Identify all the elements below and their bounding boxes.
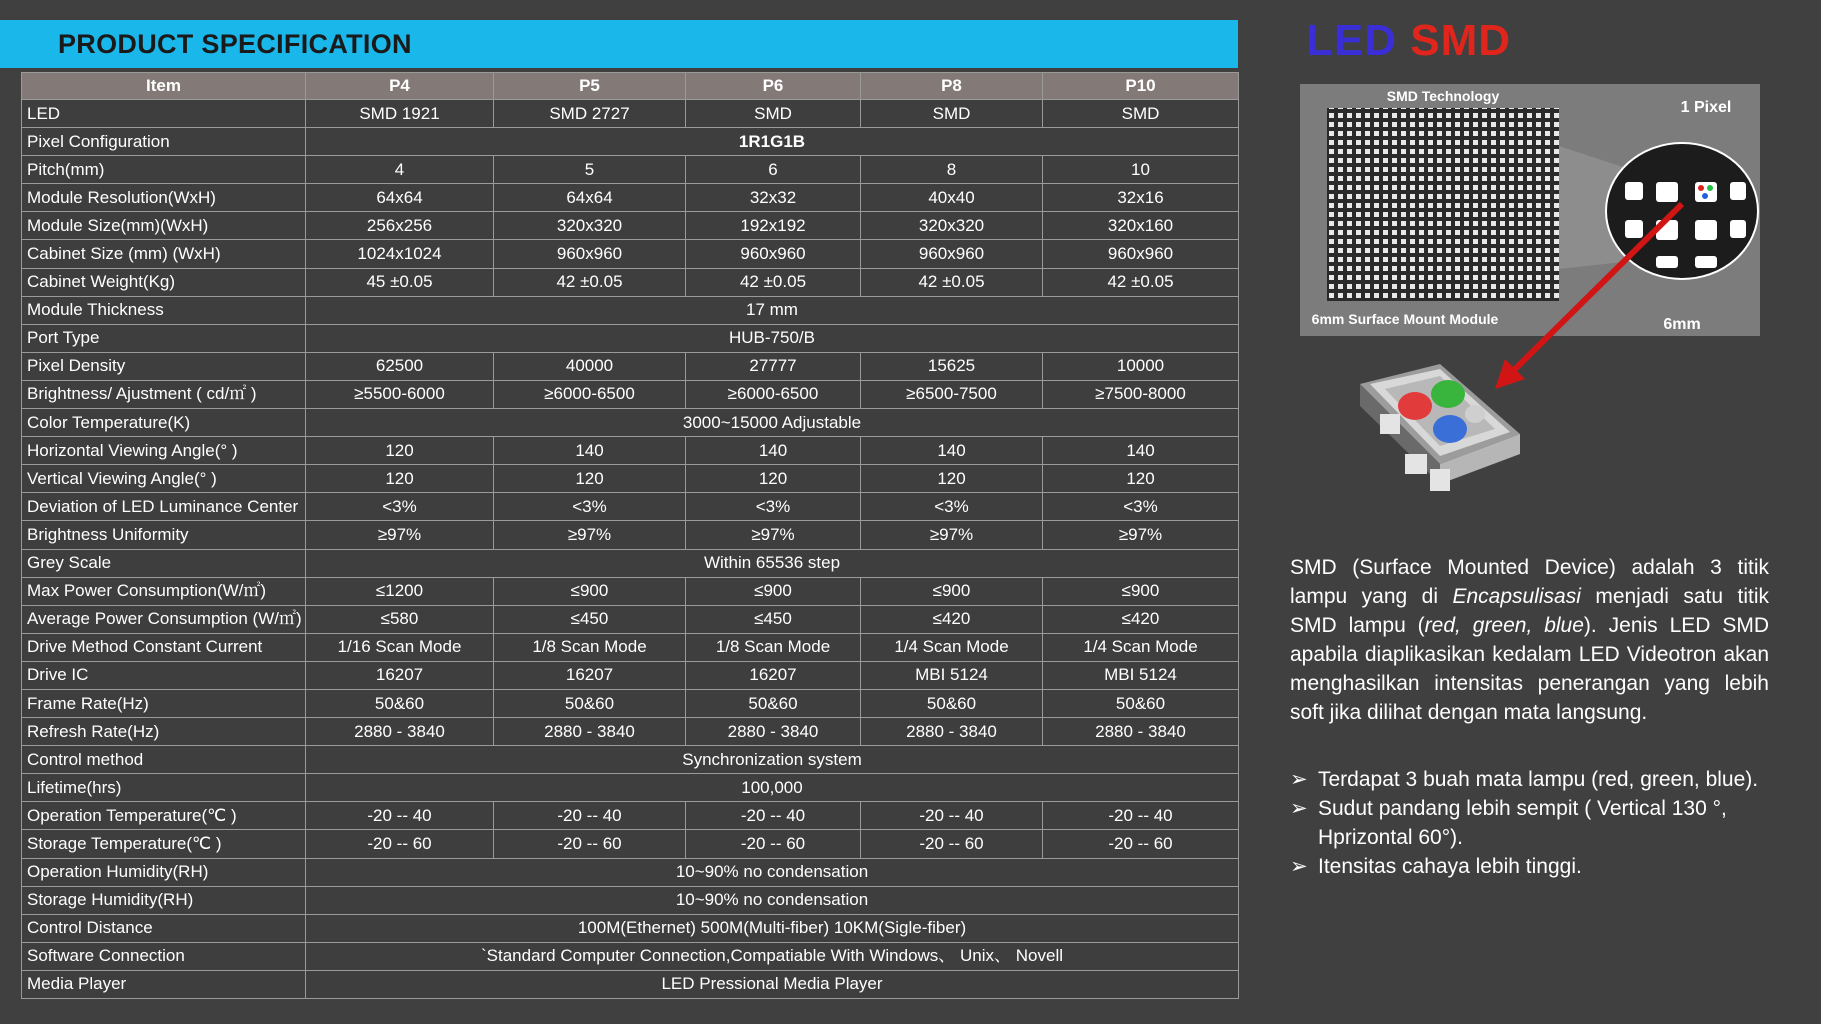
table-cell: -20 -- 60 [861,830,1043,858]
table-cell: 8 [861,156,1043,184]
table-cell: 192x192 [686,212,861,240]
table-row [22,100,1239,128]
table-cell: <3% [686,493,861,521]
table-row [22,633,1239,661]
row-label: Horizontal Viewing Angle(° ) [22,437,306,465]
table-row [22,296,1239,324]
table-cell: 3000~15000 Adjustable [306,409,1239,437]
row-label: Drive IC [22,661,306,689]
table-cell: 320x320 [494,212,686,240]
desc-part: ). Jenis LED SMD apabila diaplikasikan kedalam LED Videotron akan menghasilkan intensitas penerangan yang lebih soft jika dilihat dengan mata langsung. [1290,614,1770,724]
table-cell: SMD [686,100,861,128]
table-cell: 1R1G1B [306,128,1239,156]
table-row [22,830,1239,858]
table-cell: ≥6000-6500 [494,380,686,408]
table-row [22,409,1239,437]
row-label: Cabinet Weight(Kg) [22,268,306,296]
table-cell: 15625 [861,352,1043,380]
desc-part: SMD (Surface Mounted Device) adalah 3 titik lampu yang di [1290,556,1769,608]
label-one-pixel: 1 Pixel [1680,99,1732,116]
table-cell: 1/8 Scan Mode [494,633,686,661]
table-cell: <3% [494,493,686,521]
table-cell: <3% [1043,493,1239,521]
title-bar [0,20,1238,68]
table-cell: 120 [494,465,686,493]
table-cell: 5 [494,156,686,184]
table-cell: 10 [1043,156,1239,184]
row-label: Grey Scale [22,549,306,577]
table-cell: 45 ±0.05 [306,268,494,296]
table-cell: 16207 [686,661,861,689]
table-cell: ≤450 [494,605,686,633]
table-cell: 100M(Ethernet) 500M(Multi-fiber) 10KM(Sigle-fiber) [306,914,1239,942]
table-cell: ≥6000-6500 [686,380,861,408]
row-label: Max Power Consumption(W/㎡) [22,577,306,605]
table-cell: 100,000 [306,774,1239,802]
table-cell: 120 [861,465,1043,493]
table-cell: HUB-750/B [306,324,1239,352]
table-cell: -20 -- 40 [861,802,1043,830]
table-row [22,437,1239,465]
row-label: Brightness Uniformity [22,521,306,549]
table-row [22,858,1239,886]
table-cell: -20 -- 60 [494,830,686,858]
table-cell: `Standard Computer Connection,Compatiable With Windows、 Unix、 Novell [306,942,1239,970]
table-cell: 2880 - 3840 [306,718,494,746]
table-cell: 1/8 Scan Mode [686,633,861,661]
table-cell: 120 [306,465,494,493]
table-cell: 960x960 [686,240,861,268]
table-row [22,212,1239,240]
table-cell: 2880 - 3840 [1043,718,1239,746]
table-cell: 320x320 [861,212,1043,240]
table-cell: ≥97% [1043,521,1239,549]
table-cell: 50&60 [306,689,494,717]
table-row [22,577,1239,605]
table-row [22,465,1239,493]
table-cell: 64x64 [306,184,494,212]
table-cell: -20 -- 60 [1043,830,1239,858]
table-cell: 6 [686,156,861,184]
table-cell: 32x32 [686,184,861,212]
table-cell: -20 -- 40 [494,802,686,830]
table-cell: -20 -- 40 [306,802,494,830]
table-row [22,493,1239,521]
table-cell: ≤1200 [306,577,494,605]
row-label: Module Size(mm)(WxH) [22,212,306,240]
table-cell: 2880 - 3840 [686,718,861,746]
table-cell: 120 [1043,465,1239,493]
table-cell: 50&60 [1043,689,1239,717]
row-label: Refresh Rate(Hz) [22,718,306,746]
list-item-text: Terdapat 3 buah mata lampu (red, green, blue). [1318,768,1759,791]
table-cell: 10~90% no condensation [306,886,1239,914]
table-cell: 2880 - 3840 [494,718,686,746]
table-cell: SMD 2727 [494,100,686,128]
table-cell: 64x64 [494,184,686,212]
row-label: Pixel Density [22,352,306,380]
table-row [22,240,1239,268]
table-cell: 50&60 [686,689,861,717]
table-cell: 256x256 [306,212,494,240]
table-cell: ≥7500-8000 [1043,380,1239,408]
row-label: LED [22,100,306,128]
table-cell: <3% [861,493,1043,521]
table-cell: 140 [861,437,1043,465]
row-label: Pitch(mm) [22,156,306,184]
table-cell: 960x960 [861,240,1043,268]
row-label: Lifetime(hrs) [22,774,306,802]
table-cell: 960x960 [1043,240,1239,268]
table-cell: ≤900 [861,577,1043,605]
table-row [22,774,1239,802]
row-label: Brightness/ Ajustment ( cd/㎡ ) [22,380,306,408]
table-row [22,689,1239,717]
list-item [1288,794,1808,852]
row-label: Storage Humidity(RH) [22,886,306,914]
list-item [1288,852,1808,881]
table-row [22,521,1239,549]
table-cell: SMD [1043,100,1239,128]
table-cell: ≥97% [686,521,861,549]
table-row [22,661,1239,689]
table-cell: 42 ±0.05 [861,268,1043,296]
row-label: Control Distance [22,914,306,942]
table-cell: SMD 1921 [306,100,494,128]
column-header: Item [22,73,306,100]
table-cell: ≤450 [686,605,861,633]
table-cell: -20 -- 60 [306,830,494,858]
row-label: Operation Temperature(℃ ) [22,802,306,830]
table-row [22,914,1239,942]
table-cell: ≤900 [1043,577,1239,605]
table-header-row [22,73,1239,100]
table-cell: ≥97% [494,521,686,549]
table-cell: 4 [306,156,494,184]
led-module-grid [1327,108,1559,301]
table-cell: 16207 [494,661,686,689]
table-cell: 140 [494,437,686,465]
page-title: PRODUCT SPECIFICATION [58,29,412,59]
table-cell: 120 [686,465,861,493]
arrow-bullet-icon: ➢ [1290,768,1308,791]
table-cell: 50&60 [494,689,686,717]
table-cell: 42 ±0.05 [494,268,686,296]
table-cell: -20 -- 40 [686,802,861,830]
table-cell: 1/4 Scan Mode [861,633,1043,661]
table-cell: 42 ±0.05 [686,268,861,296]
table-cell: 10~90% no condensation [306,858,1239,886]
table-cell: SMD [861,100,1043,128]
label-smd-technology: SMD Technology [1386,88,1500,104]
table-cell: ≤900 [686,577,861,605]
column-header: P4 [306,73,494,100]
list-item [1288,765,1808,794]
table-cell: 62500 [306,352,494,380]
row-label: Deviation of LED Luminance Center [22,493,306,521]
table-cell: ≥97% [306,521,494,549]
table-cell: 42 ±0.05 [1043,268,1239,296]
column-header: P8 [861,73,1043,100]
label-pitch: 6mm [1663,316,1701,333]
table-cell: ≤420 [1043,605,1239,633]
table-row [22,156,1239,184]
table-cell: 960x960 [494,240,686,268]
desc-emphasis: red, green, blue [1424,614,1584,637]
table-cell: 40000 [494,352,686,380]
table-cell: 2880 - 3840 [861,718,1043,746]
row-label: Cabinet Size (mm) (WxH) [22,240,306,268]
table-row [22,380,1239,408]
smd-illustration [1300,84,1760,544]
table-cell: 50&60 [861,689,1043,717]
column-header: P10 [1043,73,1239,100]
table-cell: 10000 [1043,352,1239,380]
row-label: Average Power Consumption (W/㎡) [22,605,306,633]
table-row [22,549,1239,577]
table-cell: ≤580 [306,605,494,633]
table-cell: 40x40 [861,184,1043,212]
table-row [22,128,1239,156]
table-cell: ≥97% [861,521,1043,549]
table-row [22,718,1239,746]
arrow-bullet-icon: ➢ [1290,855,1308,878]
table-cell: 120 [306,437,494,465]
row-label: Module Thickness [22,296,306,324]
table-row [22,268,1239,296]
feature-list [1288,765,1808,881]
table-cell: 320x160 [1043,212,1239,240]
row-label: Module Resolution(WxH) [22,184,306,212]
arrow-bullet-icon: ➢ [1290,797,1308,820]
brand-title [1306,16,1511,66]
table-row [22,886,1239,914]
table-row [22,746,1239,774]
table-row [22,324,1239,352]
table-row [22,605,1239,633]
table-row [22,184,1239,212]
row-label: Port Type [22,324,306,352]
table-row [22,352,1239,380]
list-item-text: Itensitas cahaya lebih tinggi. [1318,855,1582,878]
desc-part: menjadi satu titik SMD lampu ( [1290,585,1769,637]
table-cell: ≤900 [494,577,686,605]
table-cell: LED Pressional Media Player [306,970,1239,998]
brand-smd: SMD [1410,16,1512,65]
table-cell: <3% [306,493,494,521]
row-label: Software Connection [22,942,306,970]
row-label: Storage Temperature(℃ ) [22,830,306,858]
table-cell: 140 [686,437,861,465]
table-cell: 1/4 Scan Mode [1043,633,1239,661]
table-cell: ≥6500-7500 [861,380,1043,408]
table-cell: 1/16 Scan Mode [306,633,494,661]
row-label: Vertical Viewing Angle(° ) [22,465,306,493]
row-label: Operation Humidity(RH) [22,858,306,886]
table-cell: ≤420 [861,605,1043,633]
row-label: Color Temperature(K) [22,409,306,437]
table-cell: -20 -- 40 [1043,802,1239,830]
label-module: 6mm Surface Mount Module [1311,311,1499,327]
table-cell: 1024x1024 [306,240,494,268]
table-cell: 17 mm [306,296,1239,324]
table-cell: MBI 5124 [861,661,1043,689]
table-body [22,100,1239,999]
table-cell: Synchronization system [306,746,1239,774]
column-header: P5 [494,73,686,100]
table-cell: Within 65536 step [306,549,1239,577]
row-label: Drive Method Constant Current [22,633,306,661]
table-row [22,942,1239,970]
row-label: Frame Rate(Hz) [22,689,306,717]
row-label: Media Player [22,970,306,998]
smd-chip [1360,364,1520,491]
table-row [22,970,1239,998]
brand-led: LED [1306,16,1397,65]
column-header: P6 [686,73,861,100]
table-cell: 27777 [686,352,861,380]
table-cell: 140 [1043,437,1239,465]
table-cell: ≥5500-6000 [306,380,494,408]
desc-emphasis: Encapsulisasi [1452,585,1581,608]
smd-description [1290,553,1769,727]
table-cell: MBI 5124 [1043,661,1239,689]
table-cell: 16207 [306,661,494,689]
table-cell: 32x16 [1043,184,1239,212]
table-cell: -20 -- 60 [686,830,861,858]
table-row [22,802,1239,830]
spec-table [21,72,1239,999]
row-label: Control method [22,746,306,774]
list-item-text: Sudut pandang lebih sempit ( Vertical 130 °, Hprizontal 60°). [1318,797,1727,849]
row-label: Pixel Configuration [22,128,306,156]
